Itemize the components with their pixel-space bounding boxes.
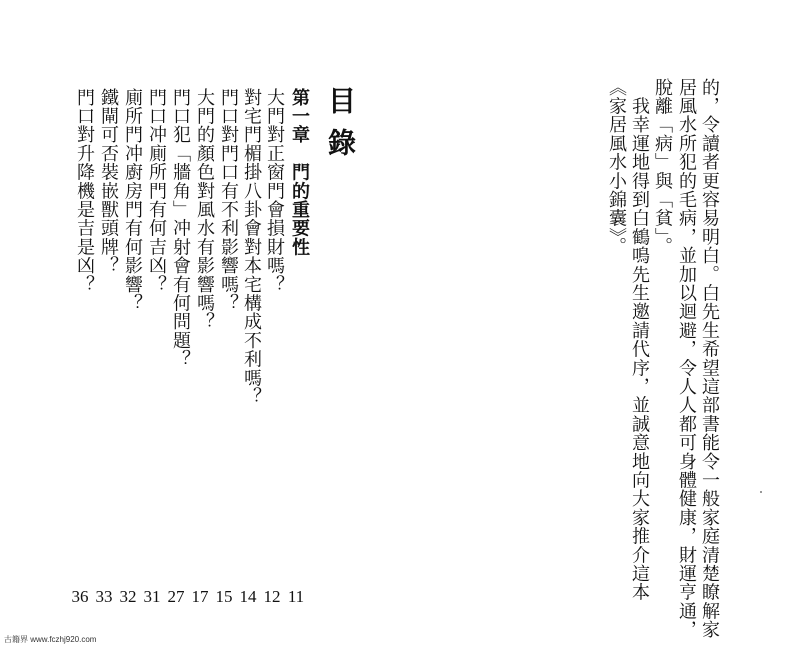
toc-entry-5[interactable]: 門口犯「牆角」冲射會有何問題？ [170,88,191,369]
toc-page-number: 32 [119,587,137,606]
toc-page-number: 31 [143,587,161,606]
scan-speck [760,491,762,493]
toc-title: 目錄 [324,86,357,170]
toc-page-number: 14 [239,587,257,606]
toc-entry-2[interactable]: 對宅門楣掛八卦會對本宅構成不利嗎？ [241,88,262,406]
watermark-footer: 古籍界 www.fczhj920.com [4,635,97,644]
preface-line-2: 居風水所犯的毛病，並加以迴避，令人人都可身體健康，財運亨通， [676,78,697,639]
toc-page-number: 33 [95,587,113,606]
toc-page-number: 15 [215,587,233,606]
toc-entry-7[interactable]: 廁所門冲廚房門有何影響？ [122,88,143,313]
preface-line-3: 脫離「病」與「貧」。 [652,78,673,256]
toc-page-number: 11 [287,587,305,606]
toc-entry-3[interactable]: 門口對門口有不利影響嗎？ [218,88,239,313]
toc-entry-9[interactable]: 門口對升降機是吉是凶？ [74,88,95,294]
toc-page-number: 17 [191,587,209,606]
toc-entry-1[interactable]: 大門對正窗門會損財嗎？ [264,88,285,294]
preface-line-4: 我幸運地得到白鶴鳴先生邀請代序，並誠意地向大家推介這本 [629,78,650,602]
toc-entry-4[interactable]: 大門的顏色對風水有影響嗎？ [194,88,215,332]
toc-entry-8[interactable]: 鐵閘可否裝嵌獸頭牌？ [98,88,119,275]
toc-page-number: 27 [167,587,185,606]
preface-line-1: 的，令讀者更容易明白。白先生希望這部書能令一般家庭清楚瞭解家 [699,78,720,639]
toc-page-number: 12 [263,587,281,606]
chapter-heading: 第一章 門的重要性 [289,88,310,257]
toc-page-number: 36 [71,587,89,606]
preface-line-5: 《家居風水小錦囊》。 [606,78,627,256]
toc-entry-6[interactable]: 門口冲廁所門有何吉凶？ [146,88,167,294]
